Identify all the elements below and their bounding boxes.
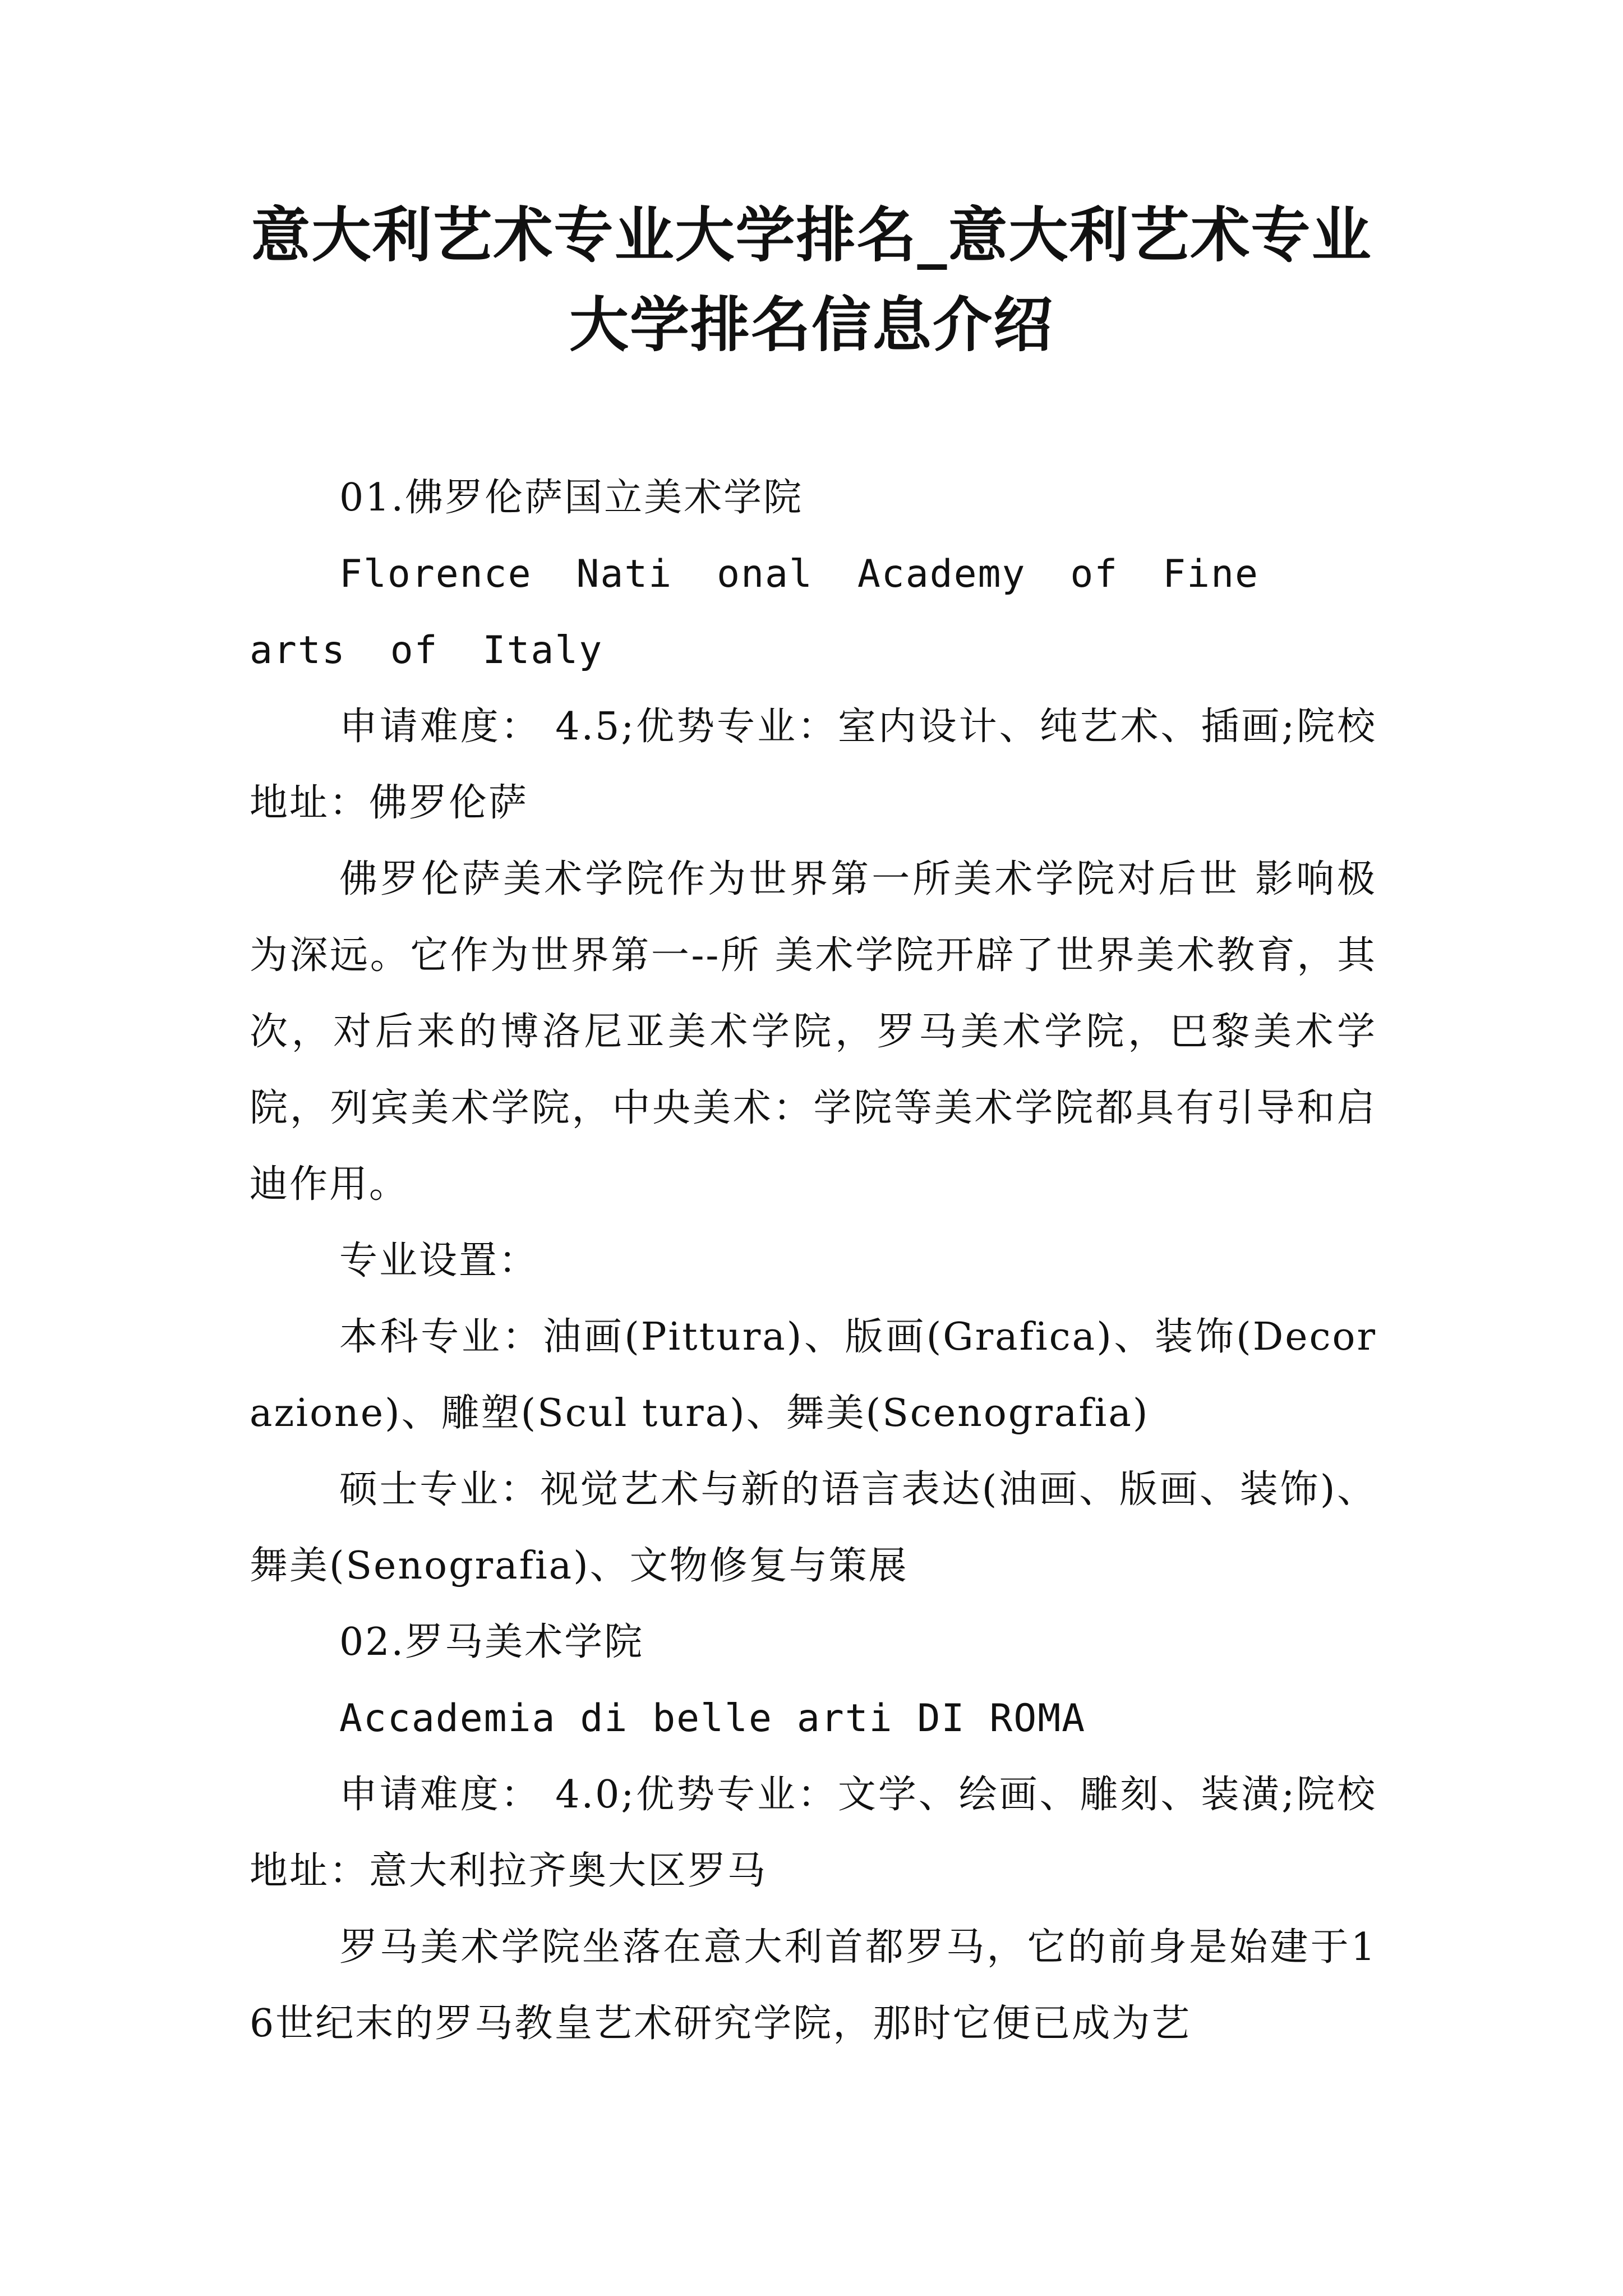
application-info-florence: 申请难度： 4.5;优势专业：室内设计、纯艺术、插画;院校地址：佛罗伦萨 bbox=[250, 705, 1377, 825]
document-title bbox=[168, 191, 1455, 370]
description-rome: 罗马美术学院坐落在意大利首都罗马，它的前身是始建于16世纪末的罗马教皇艺术研究学院，那时它便已成为艺 bbox=[250, 1925, 1377, 2046]
english-name-rome: Accademia di belle arti DI ROMA bbox=[339, 1696, 1086, 1741]
master-majors: 硕士专业：视觉艺术与新的语言表达(油画、版画、装饰)、舞美(Senografia)、文物修复与策展 bbox=[250, 1467, 1377, 1588]
section-heading-florence: 01.佛罗伦萨国立美术学院 bbox=[339, 476, 804, 520]
title-line-1: 意大利艺术专业大学排名_意大利艺术专业 bbox=[251, 201, 1372, 270]
majors-heading: 专业设置： bbox=[339, 1239, 539, 1283]
description-florence: 佛罗伦萨美术学院作为世界第一所美术学院对后世 影响极为深远。它作为世界第一--所 美术学院开辟了世界美术教育，其次，对后来的博洛尼亚美术学院，罗马美术学院，巴黎美术学院，列宾美术学院，中央美术：学院等美术学院都具有引导和启迪作用。 bbox=[250, 857, 1377, 1207]
application-info-rome: 申请难度： 4.0;优势专业：文学、绘画、雕刻、装潢;院校地址：意大利拉齐奥大区罗马 bbox=[250, 1773, 1377, 1893]
english-name-florence: Florence Nati onal Academy of Fine arts of Italy bbox=[250, 552, 1259, 673]
document-body bbox=[250, 460, 1377, 2062]
title-line-2: 大学排名信息介绍 bbox=[569, 291, 1054, 360]
section-heading-rome: 02.罗马美术学院 bbox=[339, 1620, 644, 1664]
undergraduate-majors: 本科专业：油画(Pittura)、版画(Grafica)、装饰(Decorazione)、雕塑(Scul tura)、舞美(Scenografia) bbox=[250, 1315, 1377, 1435]
